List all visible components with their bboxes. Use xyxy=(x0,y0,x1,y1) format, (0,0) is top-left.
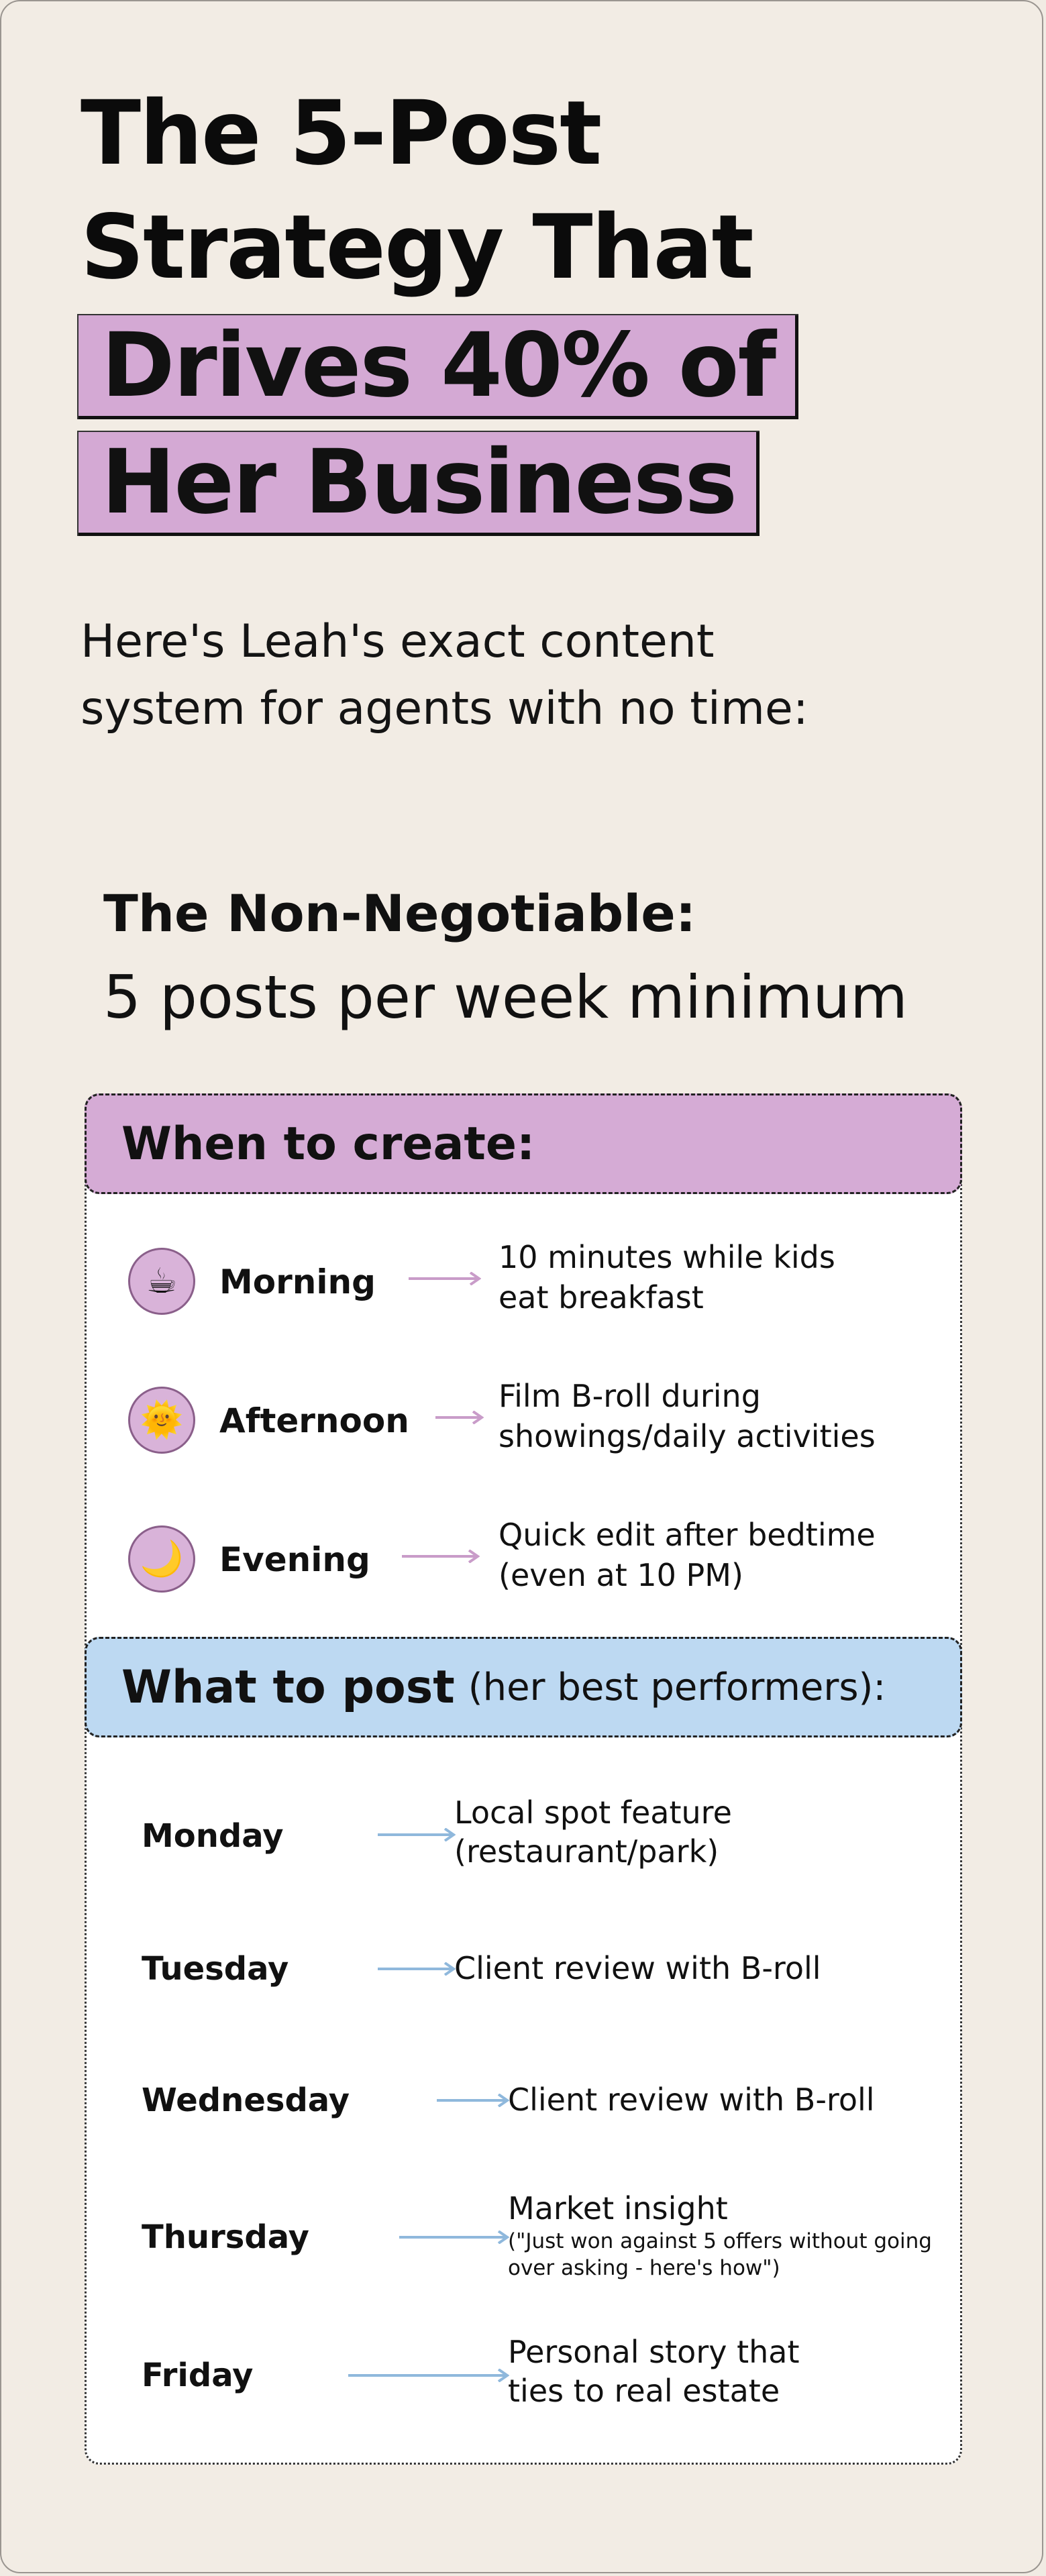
time-row-evening xyxy=(128,1517,933,1599)
rule-text: 5 posts per week minimum xyxy=(103,963,908,1032)
arrow-right-icon xyxy=(378,1962,456,1976)
time-label: Morning xyxy=(219,1263,376,1301)
time-description xyxy=(499,1515,876,1595)
arrow-right-icon xyxy=(378,1828,456,1841)
sun-icon: 🌞 xyxy=(128,1387,195,1454)
arrow-right-icon xyxy=(437,2094,509,2107)
time-description-line-1: Quick edit after bedtime xyxy=(499,1517,876,1553)
day-description-line-2: ("Just won against 5 offers without going xyxy=(508,2229,932,2253)
moon-icon: 🌙 xyxy=(128,1525,195,1593)
day-description-line-2: (restaurant/park) xyxy=(454,1833,719,1870)
subtitle-line-2: system for agents with no time: xyxy=(81,682,808,735)
title-line-1: The 5-Post xyxy=(81,82,601,185)
day-label: Tuesday xyxy=(142,1950,289,1988)
time-row-afternoon xyxy=(128,1378,933,1460)
day-row-monday xyxy=(142,1793,947,1874)
arrow-right-icon xyxy=(409,1272,481,1285)
day-description xyxy=(508,2189,932,2282)
day-description xyxy=(508,2080,875,2119)
day-description-line-1: Client review with B-roll xyxy=(508,2082,875,2118)
time-description-line-1: Film B-roll during xyxy=(499,1378,761,1414)
time-description xyxy=(499,1376,876,1456)
time-label: Afternoon xyxy=(219,1401,409,1440)
subtitle xyxy=(81,608,953,743)
arrow-right-icon xyxy=(348,2369,509,2382)
title-highlight-1 xyxy=(79,315,798,419)
strategy-card xyxy=(85,1093,962,2465)
time-description-line-2: showings/daily activities xyxy=(499,1418,876,1454)
what-to-post-heading xyxy=(85,1637,962,1737)
what-to-post-heading-text: What to post xyxy=(121,1660,455,1714)
time-row-morning xyxy=(128,1239,933,1322)
day-row-tuesday xyxy=(142,1929,947,2009)
day-label: Wednesday xyxy=(142,2082,350,2119)
coffee-icon: ☕ xyxy=(128,1248,195,1315)
day-description-line-1: Local spot feature xyxy=(454,1794,732,1831)
arrow-right-icon xyxy=(402,1550,480,1563)
arrow-right-icon xyxy=(399,2231,509,2244)
time-description-line-1: 10 minutes while kids xyxy=(499,1239,835,1275)
day-row-thursday xyxy=(142,2189,947,2280)
page-title xyxy=(81,76,753,305)
title-line-2: Strategy That xyxy=(81,196,753,299)
day-row-wednesday xyxy=(142,2060,947,2141)
day-label: Friday xyxy=(142,2357,254,2394)
day-description-line-1: Market insight xyxy=(508,2190,728,2226)
title-highlight-2-text: Her Business xyxy=(79,432,760,536)
day-label: Thursday xyxy=(142,2218,309,2256)
day-row-friday xyxy=(142,2327,947,2408)
time-label: Evening xyxy=(219,1540,370,1579)
time-description-line-2: eat breakfast xyxy=(499,1279,704,1316)
day-description xyxy=(454,1793,732,1871)
day-description-line-1: Client review with B-roll xyxy=(454,1950,821,1986)
day-description xyxy=(454,1949,821,1988)
day-description xyxy=(508,2332,799,2410)
subtitle-line-1: Here's Leah's exact content xyxy=(81,615,715,668)
arrow-right-icon xyxy=(435,1411,484,1424)
title-highlight-2 xyxy=(79,432,760,536)
rule-heading: The Non-Negotiable: xyxy=(103,883,696,943)
when-to-create-heading-text: When to create: xyxy=(121,1117,535,1171)
what-to-post-subheading: (her best performers): xyxy=(468,1665,886,1709)
time-description xyxy=(499,1237,835,1318)
day-description-line-1: Personal story that xyxy=(508,2334,800,2370)
time-description-line-2: (even at 10 PM) xyxy=(499,1557,743,1593)
day-description-line-2: ties to real estate xyxy=(508,2373,780,2409)
when-to-create-heading xyxy=(85,1093,962,1194)
title-highlight-1-text: Drives 40% of xyxy=(79,315,798,419)
day-label: Monday xyxy=(142,1817,284,1855)
day-description-line-3: over asking - here's how") xyxy=(508,2256,780,2280)
